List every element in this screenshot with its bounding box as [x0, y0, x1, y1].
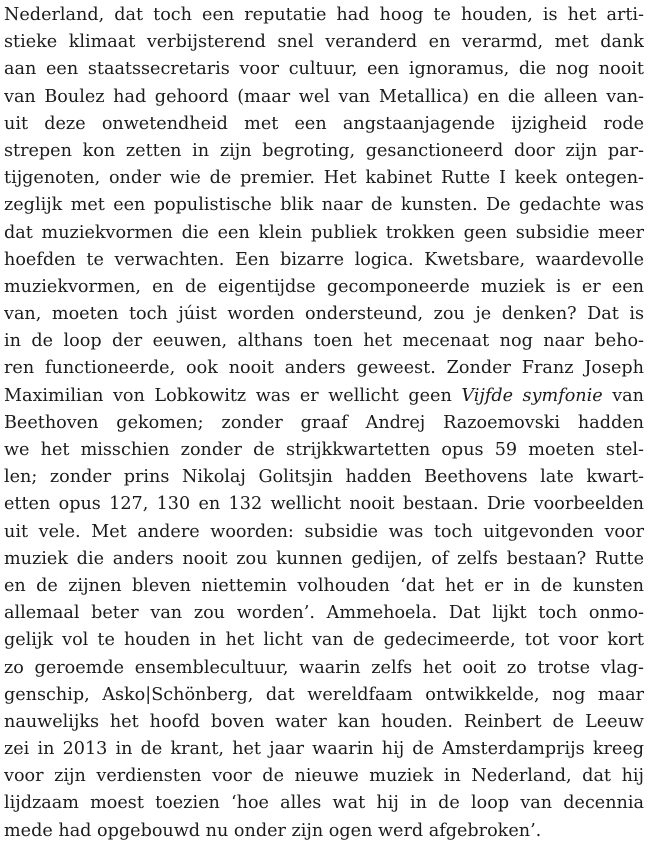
text-line: uit deze onwetendheid met een angstaanjagende ijzigheid rode	[4, 113, 644, 134]
text-line: Beethoven gekomen; zonder graaf Andrej Razoemovski hadden	[4, 412, 644, 433]
text-line: we het misschien zonder de strijkkwartetten opus 59 moeten stel-	[4, 440, 644, 460]
text-line: mede had opgebouwd nu onder zijn ogen werd afgebroken’.	[4, 820, 542, 841]
text-line: nauwelijks het hoofd boven water kan houden. Reinbert de Leeuw	[4, 711, 644, 732]
text-line: Nederland, dat toch een reputatie had hoog te houden, is het arti-	[4, 5, 644, 25]
text-line: van Boulez had gehoord (maar wel van Metallica) en die alleen van-	[4, 86, 644, 107]
text-line: muziekvormen, en de eigentijdse gecomponeerde muziek is er een	[4, 276, 644, 297]
text-line: en de zijnen bleven niettemin volhouden ‘dat het er in de kunsten	[4, 575, 644, 596]
text-line: in de loop der eeuwen, althans toen het mecenaat nog naar beho-	[4, 331, 644, 352]
work-title: Vijfde symfonie	[461, 385, 603, 406]
text-line	[4, 383, 644, 410]
text-line: zo geroemde ensemblecultuur, waarin zelfs het ooit zo trotse vlag-	[4, 657, 644, 678]
text-line: dat muziekvormen die een klein publiek trokken geen subsidie meer	[4, 222, 644, 243]
text-line: genschip, Asko|Schönberg, dat wereldfaam ontwikkelde, nog maar	[4, 684, 644, 705]
text-line: etten opus 127, 130 en 132 wellicht nooit bestaan. Drie voorbeelden	[4, 494, 644, 515]
text-line: muziek die anders nooit zou kunnen gedijen, of zelfs bestaan? Rutte	[4, 548, 644, 569]
text-line: voor zijn verdiensten voor de nieuwe muziek in Nederland, dat hij	[4, 766, 644, 787]
text-line: stieke klimaat verbijsterend snel veranderd en verarmd, met dank	[4, 32, 644, 53]
text-line: len; zonder prins Nikolaj Golitsjin hadden Beethovens late kwart-	[4, 467, 644, 488]
text-line: zeglijk met een populistische blik naar de kunsten. De gedachte was	[4, 195, 644, 216]
text-run: Maximilian von Lobkowitz was er wellicht geen	[4, 385, 452, 406]
text-line: aan een staatssecretaris voor cultuur, een ignoramus, die nog nooit	[4, 59, 644, 80]
text-line: tijgenoten, onder wie de premier. Het kabinet Rutte I keek ontegen-	[4, 168, 644, 189]
text-line: strepen kon zetten in zijn begroting, gesanctioneerd door zijn par-	[4, 140, 644, 161]
text-line: allemaal beter van zou worden’. Ammehoela. Dat lijkt toch onmo-	[4, 603, 644, 624]
text-line: zei in 2013 in de krant, het jaar waarin hij de Amsterdamprijs kreeg	[4, 739, 644, 760]
text-line: van, moeten toch júist worden ondersteund, zou je denken? Dat is	[4, 304, 644, 325]
text-run: van	[612, 385, 644, 406]
text-line: lijdzaam moest toezien ‘hoe alles wat hij in de loop van decennia	[4, 793, 644, 814]
article-text	[4, 2, 644, 845]
text-line: gelijk vol te houden in het licht van de gedecimeerde, tot voor kort	[4, 630, 644, 651]
text-line: hoefden te verwachten. Een bizarre logica. Kwetsbare, waardevolle	[4, 249, 644, 270]
text-line: ren functioneerde, ook nooit anders geweest. Zonder Franz Joseph	[4, 358, 644, 379]
text-line: uit vele. Met andere woorden: subsidie was toch uitgevonden voor	[4, 521, 644, 542]
